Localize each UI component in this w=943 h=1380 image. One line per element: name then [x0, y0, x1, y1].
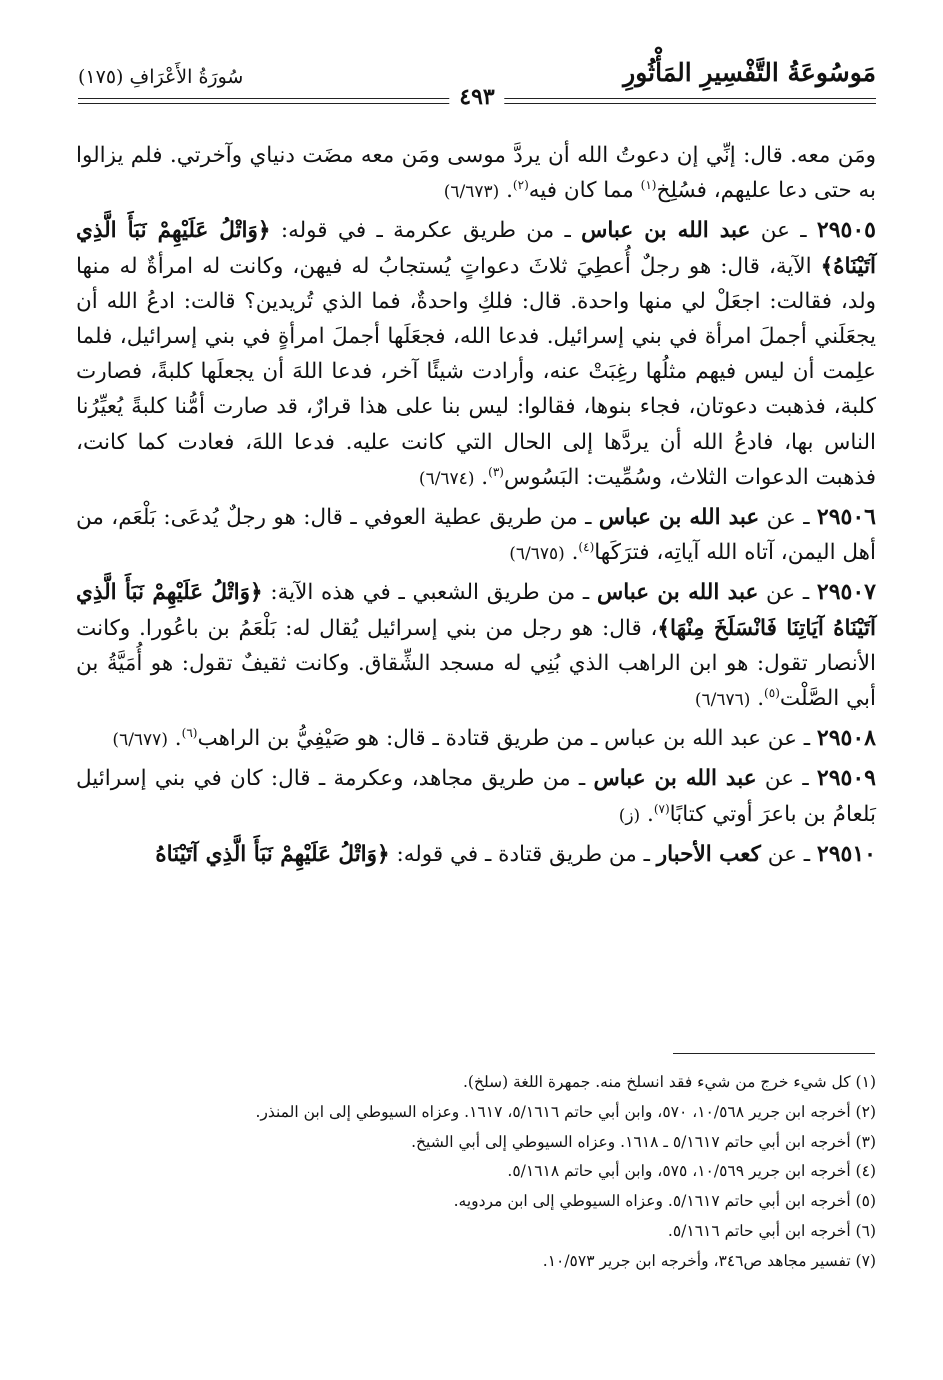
paragraph-number: ٢٩٥٠٧ — [816, 579, 876, 606]
paragraph-number: ٢٩٥٠٦ — [816, 504, 876, 531]
quran-verse: ﴿وَاتْلُ عَلَيْهِمْ نَبَأَ الَّذِي آتَيْنَاهُ — [155, 841, 390, 867]
footnote: (٥) أخرجه ابن أبي حاتم ٥/١٦١٧. وعزاه السيوطي إلى ابن مردويه. — [453, 1192, 876, 1211]
paragraph — [76, 500, 876, 572]
cross-reference: (٦/٦٧٧) — [112, 730, 168, 751]
footnote-marker: (٤) — [578, 540, 595, 555]
footnote-marker: (٦) — [181, 726, 198, 741]
text-run: ـ عن — [760, 841, 817, 867]
narrator-name: كعب الأحبار — [656, 841, 761, 867]
narrator-name: عبد الله بن عباس — [596, 580, 759, 606]
text-run: ـ عن — [756, 766, 817, 792]
text-run: ـ من طريق عكرمة ـ في قوله: — [270, 218, 582, 244]
quran-verse: ﴿وَاتْلُ عَلَيْهِمْ نَبَأَ الَّذِي آتَيْنَاهُ آيَاتِنَا فَانْسَلَخَ مِنْهَا﴾ — [76, 580, 876, 641]
paragraph-number: ٢٩٥٠٥ — [816, 217, 876, 244]
paragraph — [76, 761, 876, 833]
footnote-marker: (١) — [640, 178, 657, 193]
narrator-name: عبد الله بن عباس — [593, 766, 757, 792]
surah-title: سُورَةُ الأَعْرَافِ (١٧٥) — [78, 66, 244, 88]
paragraph — [76, 721, 876, 758]
text-run: الآية، قال: هو رجلٌ أُعطِيَ ثلاثَ دعواتٍ يُستجابُ له فيهن، وكانت له امرأةٌ له منها ولد، فقالت: اجعَلْ لي منها واحدة. قال: فلكِ واحدةٌ، فما الذي تُريدين؟ قالت: ادعُ الله أن يجعَلَني أجملَ امرأة في بني إسرائيل. فدعا الله، فجعَلَها أجملَ امرأةٍ في بني إسرائيل، فلما علِمت أن ليس فيهم مثلُها رغِبَتْ عنه، وأرادت شيئًا آخر، فدعا اللهَ أن يجعلَها كلبةً، فصارت كلبة، فذهبت دعوتان، فجاء بنوها، فقالوا: ليس بنا على هذا قرارٌ، قد صارت أمُّنا كلبةً يُعيِّرُنا الناس بها، فادعُ الله أن يردَّها إلى الحال التي كانت عليه. فدعا اللهَ، فعادت كما كانت، فذهبت الدعوات الثلاث، وسُمِّيت: البَسُوس — [76, 253, 876, 490]
text-run: ـ من طريق قتادة ـ في قوله: — [389, 841, 657, 867]
narrator-name: عبد الله بن عباس — [598, 505, 760, 531]
main-text — [76, 138, 876, 875]
paragraph — [76, 213, 876, 497]
text-run: ـ عن — [758, 580, 817, 606]
footnote: (٤) أخرجه ابن جرير ١٠/٥٦٩، ٥٧٥، وابن أبي حاتم ٥/١٦١٨. — [507, 1162, 876, 1181]
cross-reference: (٦/٦٧٥) — [509, 544, 565, 565]
text-run: ـ من طريق مجاهد، وعكرمة ـ قال: كان في بني إسرائيل بَلعامُ بن باعرَ أوتي كتابًا — [76, 766, 876, 827]
book-title: مَوسُوعَةُ التَّفْسِيرِ المَأْثُورِ — [623, 58, 876, 87]
footnote-marker: (٥) — [764, 685, 780, 700]
footnote-marker: (٢) — [512, 178, 529, 193]
paragraph-number: ٢٩٥١٠ — [816, 840, 876, 867]
cross-reference: (٦/٦٧٣) — [443, 182, 500, 203]
text-run: . — [499, 178, 513, 204]
cross-reference: (ز) — [618, 805, 641, 826]
text-run: مما كان فيه — [528, 178, 641, 204]
footnote: (٢) أخرجه ابن جرير ١٠/٥٦٨، ٥٧٠، وابن أبي حاتم ٥/١٦١٦، ١٦١٧. وعزاه السيوطي إلى ابن المنذر. — [255, 1102, 876, 1121]
cross-reference: (٦/٦٧٤) — [418, 468, 475, 489]
cross-reference: (٦/٦٧٦) — [694, 690, 751, 711]
paragraph — [76, 575, 876, 718]
paragraph — [76, 837, 876, 872]
paragraph-number: ٢٩٥٠٩ — [816, 765, 876, 792]
page-header — [78, 58, 876, 110]
text-run: . — [564, 540, 579, 566]
footnote-marker: (٧) — [653, 801, 670, 816]
text-run: ـ من طريق عطية العوفي ـ قال: هو رجلٌ يُدعَى: بَلْعَم، من أهل اليمن، آتاه الله آياتِه، فترَكَها — [76, 505, 876, 566]
footnote: (٧) تفسير مجاهد ص٣٤٦، وأخرجه ابن جرير ١٠/٥٧٣. — [542, 1251, 876, 1270]
text-run: ـ عن — [759, 505, 817, 531]
text-run: ، قال: هو رجل من بني إسرائيل يُقال له: بَلْعَمُ بن باعُورا. وكانت الأنصار تقول: هو ابن الراهب الذي بُنِي له مسجد الشِّقاق. وكانت ثقيفٌ تقول: هو أُمَيَّةُ بن أبي الصَّلْت — [76, 615, 876, 712]
footnote: (٣) أخرجه ابن أبي حاتم ٥/١٦١٧ ـ ١٦١٨. وعزاه السيوطي إلى أبي الشيخ. — [411, 1132, 876, 1151]
page-number: ٤٩٣ — [449, 84, 504, 110]
quran-verse: ﴿وَاتْلُ عَلَيْهِمْ نَبَأَ الَّذِي آتَيْنَاهُ﴾ — [76, 218, 876, 279]
text-run: ـ عن عبد الله بن عباس ـ من طريق قتادة ـ قال: هو صَيْفِيُّ بن الراهب — [197, 726, 817, 752]
text-run: ومَن معه. قال: إنِّي إن دعوتُ الله أن يردَّ موسى ومَن معه مضَت دنياي وآخرتي. فلم يزالوا به حتى دعا عليهم، فسُلِخ — [76, 143, 876, 204]
text-run: ـ من طريق الشعبي ـ في هذه الآية: — [262, 580, 597, 606]
footnotes-section — [76, 1068, 876, 1277]
text-run: . — [750, 686, 765, 712]
text-run: . — [474, 464, 489, 490]
paragraph-number: ٢٩٥٠٨ — [816, 725, 876, 752]
text-run: ـ عن — [750, 218, 817, 244]
narrator-name: عبد الله بن عباس — [581, 218, 751, 244]
paragraph — [76, 138, 876, 210]
footnote: (٦) أخرجه ابن أبي حاتم ٥/١٦١٦. — [667, 1221, 876, 1240]
footnote-marker: (٣) — [488, 464, 504, 479]
text-run: . — [167, 726, 182, 752]
footnote-divider — [673, 1053, 875, 1054]
footnote: (١) كل شيء خرج من شيء فقد انسلخ منه. جمهرة اللغة (سلخ). — [462, 1073, 876, 1091]
text-run: . — [640, 801, 654, 827]
